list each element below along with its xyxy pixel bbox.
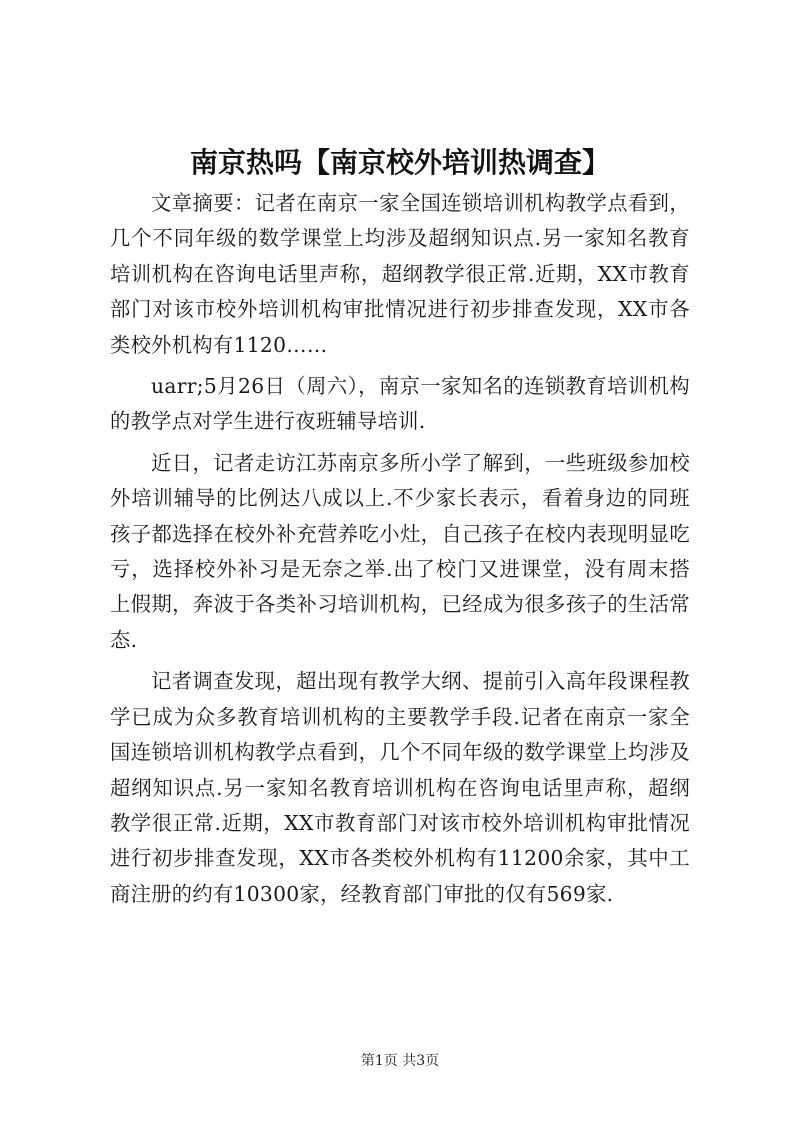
paragraph-survey: 近日，记者走访江苏南京多所小学了解到，一些班级参加校外培训辅导的比例达八成以上.不少家长表示，看着身边的同班孩子都选择在校外补充营养吃小灶，自己孩子在校内表现明显吃亏，选择校外补习是无奈之举.出了校门又进课堂，没有周末搭上假期，奔波于各类补习培训机构，已经成为很多孩子的生活常态.	[110, 450, 690, 652]
paragraph-photo-caption: uarr;5月26日（周六），南京一家知名的连锁教育培训机构的教学点对学生进行夜班辅导培训.	[110, 374, 690, 434]
document-body	[110, 186, 690, 918]
page-footer: 第1页 共3页	[360, 1053, 440, 1069]
paragraph-findings: 记者调查发现，超出现有教学大纲、提前引入高年段课程教学已成为众多教育培训机构的主要教学手段.记者在南京一家全国连锁培训机构教学点看到，几个不同年级的数学课堂上均涉及超纲知识点.另一家知名教育培训机构在咨询电话里声称，超纲教学很正常.近期，XX市教育部门对该市校外培训机构审批情况进行初步排查发现，XX市各类校外机构有11200余家，其中工商注册的约有10300家，经教育部门审批的仅有569家.	[110, 669, 690, 906]
paragraph-abstract: 文章摘要：记者在南京一家全国连锁培训机构教学点看到，几个不同年级的数学课堂上均涉及超纲知识点.另一家知名教育培训机构在咨询电话里声称，超纲教学很正常.近期，XX市教育部门对该市校外培训机构审批情况进行初步排查发现，XX市各类校外机构有1120……	[110, 191, 690, 357]
document-title: 南京热吗【南京校外培训热调查】	[189, 146, 610, 179]
